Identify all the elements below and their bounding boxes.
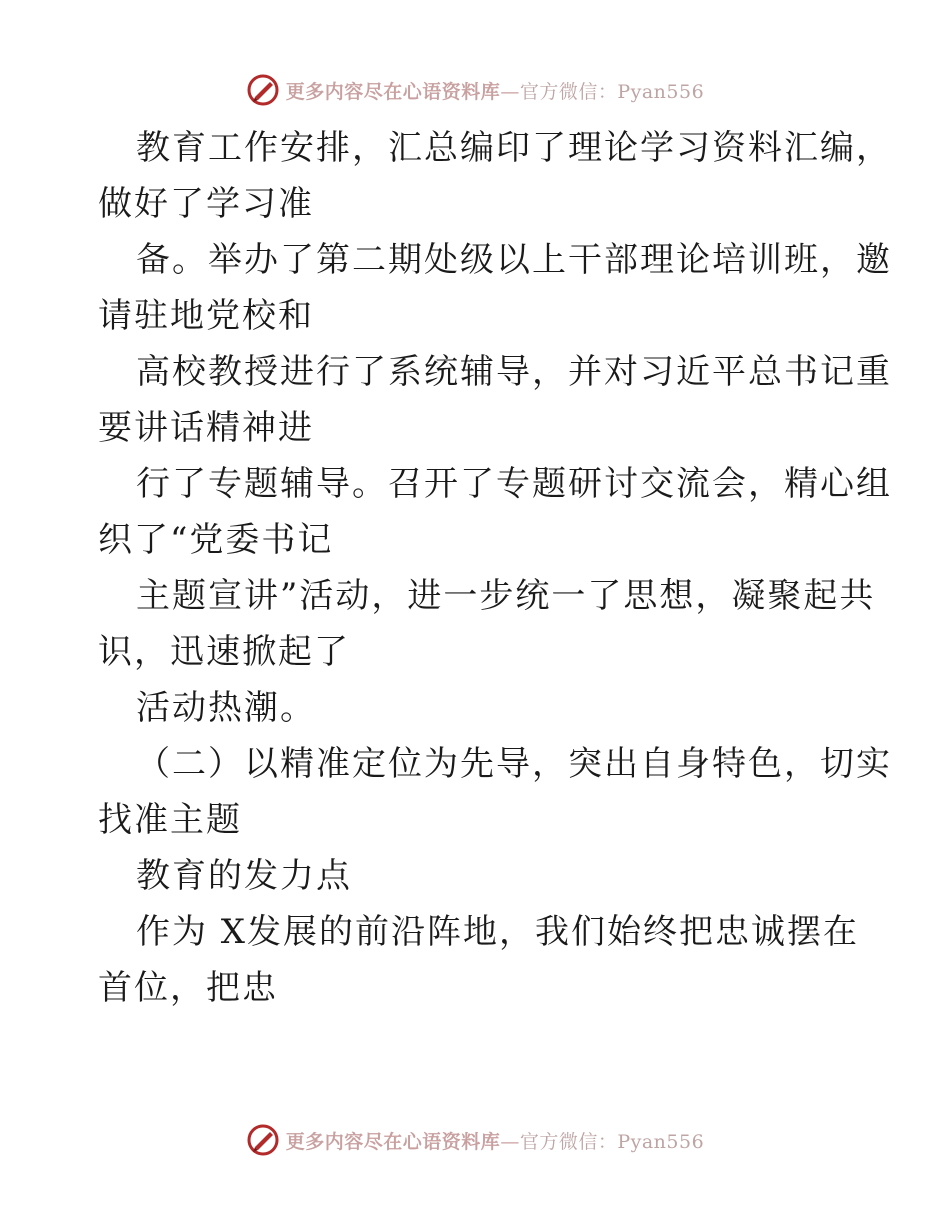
- banner-brand-text: 更多内容尽在心语资料库: [285, 80, 501, 103]
- pen-logo-icon: [246, 1123, 280, 1157]
- body-text-line: 活动热潮。: [136, 688, 316, 728]
- body-text-line: 要讲话精神进: [98, 408, 314, 448]
- footer-separator: —: [500, 1130, 520, 1153]
- header-banner: [0, 70, 950, 110]
- body-text-line: 织了“党委书记: [98, 520, 334, 560]
- body-text-line: 识，迅速掀起了: [98, 632, 350, 672]
- footer-banner: [0, 1120, 950, 1160]
- body-text-line: 做好了学习准: [98, 184, 314, 224]
- footer-wechat-id: Pyan556: [617, 1130, 705, 1153]
- footer-brand-text: 更多内容尽在心语资料库: [285, 1130, 501, 1153]
- body-text-line: 高校教授进行了系统辅导，并对习近平总书记重: [136, 352, 892, 392]
- pen-logo-icon: [246, 73, 280, 107]
- footer-wechat-label: 官方微信：: [519, 1130, 618, 1153]
- banner-wechat-label: 官方微信：: [519, 80, 618, 103]
- body-text-line: 教育工作安排，汇总编印了理论学习资料汇编，: [136, 128, 892, 168]
- body-text-line: 请驻地党校和: [98, 296, 314, 336]
- body-text-line: 找准主题: [98, 800, 242, 840]
- document-body: [98, 120, 892, 1016]
- banner-wechat-id: Pyan556: [617, 80, 705, 103]
- body-text-line: （二）以精准定位为先导，突出自身特色，切实: [136, 744, 892, 784]
- body-text-line: 备。举办了第二期处级以上干部理论培训班，邀: [136, 240, 892, 280]
- body-text-line: 作为 X发展的前沿阵地，我们始终把忠诚摆在: [136, 912, 860, 952]
- body-text-line: 首位，把忠: [98, 968, 278, 1008]
- banner-separator: —: [500, 80, 520, 103]
- body-text-line: 行了专题辅导。召开了专题研讨交流会，精心组: [136, 464, 892, 504]
- body-text-line: 主题宣讲”活动，进一步统一了思想，凝聚起共: [136, 576, 876, 616]
- body-text-line: 教育的发力点: [136, 856, 352, 896]
